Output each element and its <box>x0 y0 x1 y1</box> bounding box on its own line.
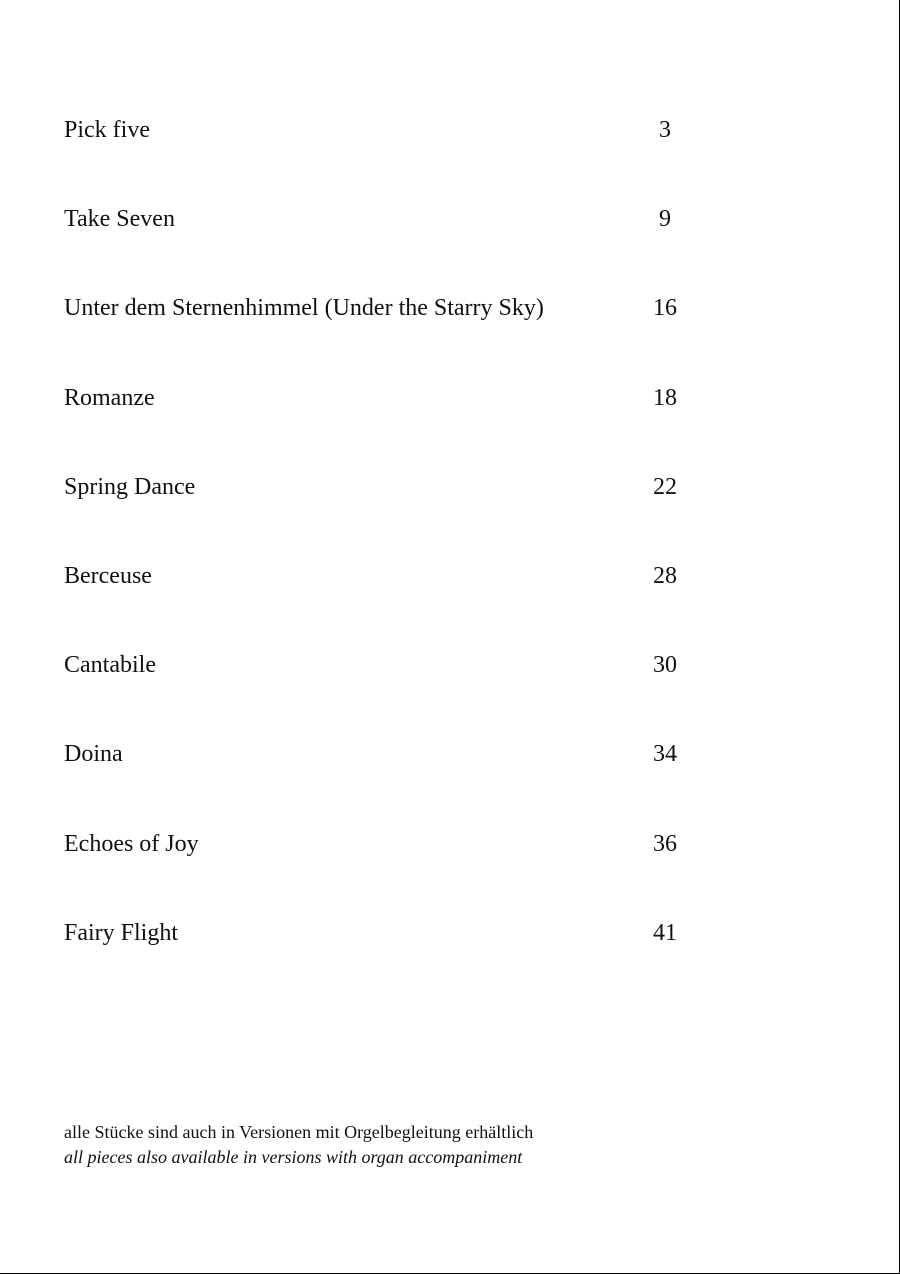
toc-entry-title: Cantabile <box>64 652 156 679</box>
toc-entry <box>64 826 684 915</box>
toc-entry-title: Take Seven <box>64 206 175 233</box>
toc-entry <box>64 201 684 290</box>
toc-entry-page: 36 <box>653 830 677 857</box>
toc-entry-page: 18 <box>653 384 677 411</box>
toc-entry <box>64 558 684 647</box>
toc-entry-page: 34 <box>653 741 677 768</box>
availability-note <box>64 1120 533 1170</box>
toc-entry-page: 3 <box>659 117 671 143</box>
toc-entry <box>64 290 684 379</box>
toc-entry <box>64 915 684 1004</box>
toc-entry-title: Pick five <box>64 117 150 143</box>
toc-entry-title: Spring Dance <box>64 473 196 500</box>
toc-entry <box>64 736 684 825</box>
toc-entry-title: Echoes of Joy <box>64 830 199 857</box>
toc-entry <box>64 469 684 558</box>
table-of-contents <box>64 112 684 1004</box>
availability-note-german: alle Stücke sind auch in Versionen mit Orgelbegleitung erhältlich <box>64 1122 534 1142</box>
toc-entry-title: Berceuse <box>64 562 152 589</box>
toc-entry <box>64 380 684 469</box>
toc-entry-title: Doina <box>64 741 123 768</box>
toc-entry <box>64 647 684 736</box>
toc-entry-title: Fairy Flight <box>64 919 179 946</box>
toc-entry-title: Unter dem Sternenhimmel (Under the Starry Sky) <box>64 295 544 322</box>
toc-entry-page: 30 <box>653 652 677 679</box>
toc-entry-title: Romanze <box>64 384 155 411</box>
toc-entry-page: 28 <box>653 562 677 589</box>
toc-entry-page: 22 <box>653 473 677 500</box>
availability-note-english: all pieces also available in versions with organ accompaniment <box>64 1147 523 1167</box>
toc-entry <box>64 112 684 201</box>
toc-entry-page: 9 <box>659 206 671 233</box>
toc-entry-page: 41 <box>653 919 677 946</box>
toc-entry-page: 16 <box>653 295 677 322</box>
